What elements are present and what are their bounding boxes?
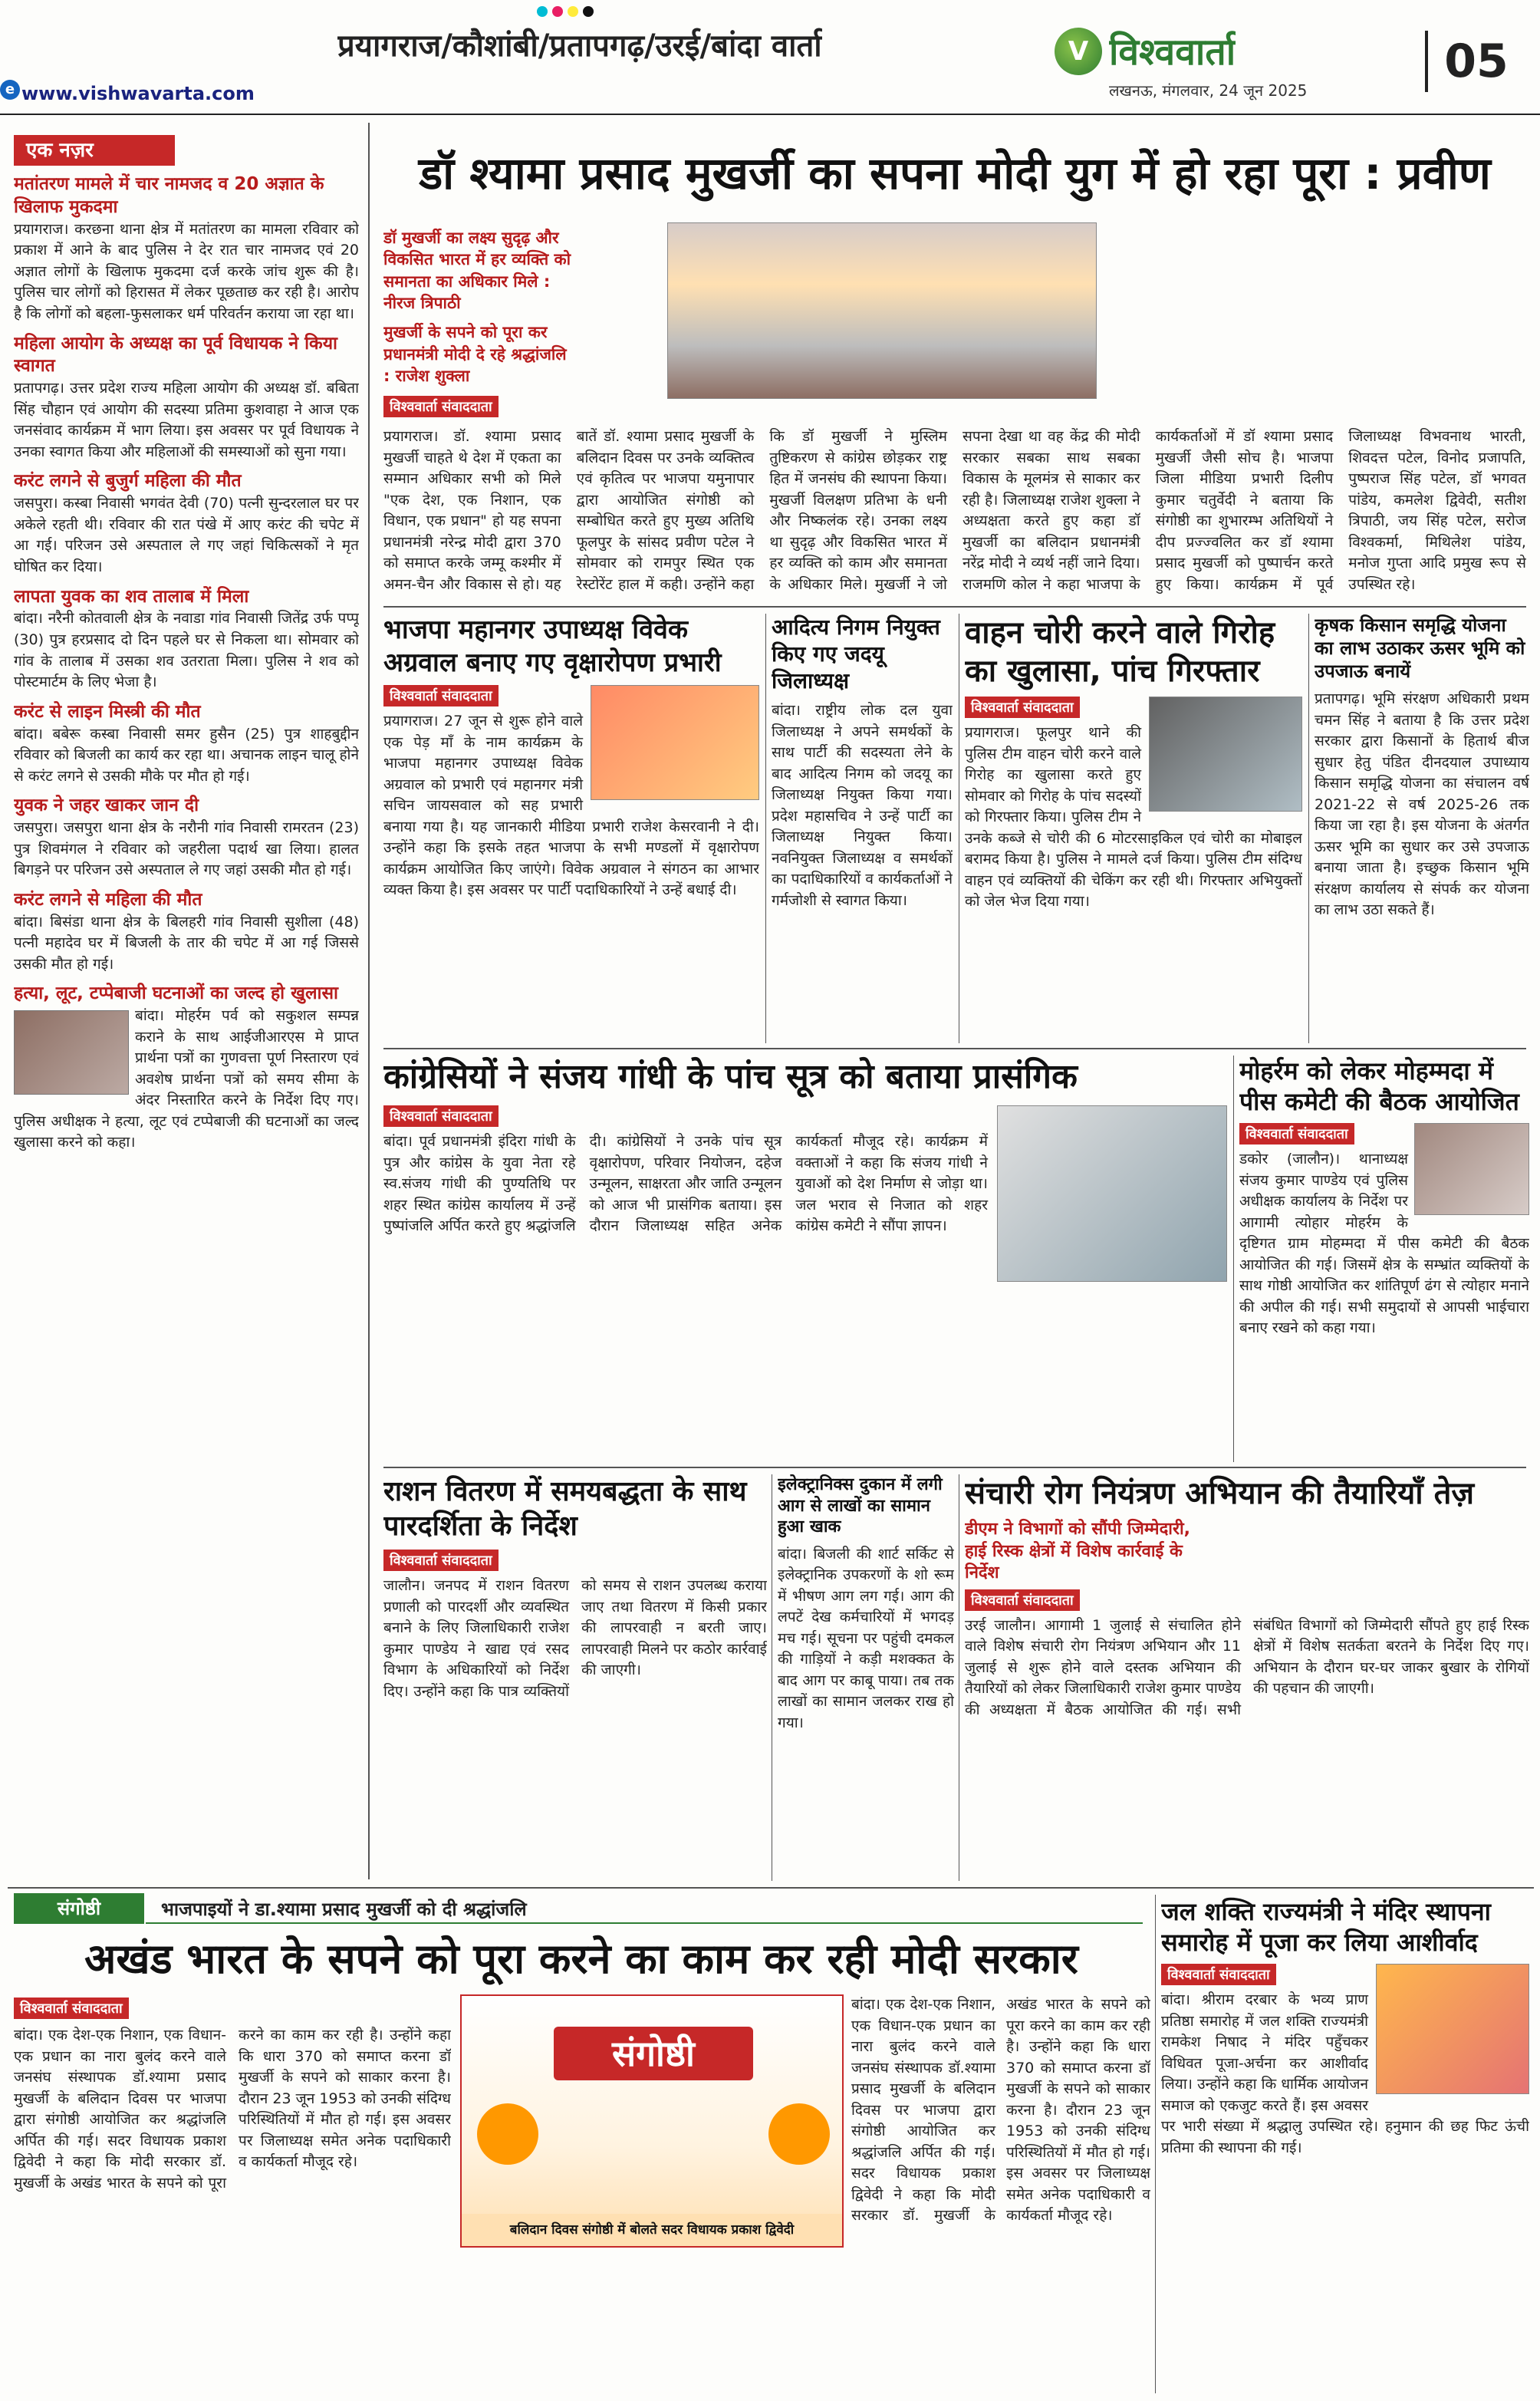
story-headline: इलेक्ट्रानिक्स दुकान में लगी आग से लाखों का सामान हुआ खाक — [778, 1475, 943, 1536]
story-sanchari — [965, 1474, 1529, 1881]
story-byline: विश्ववार्ता संवाददाता — [383, 1550, 499, 1571]
story-body: डकोर (जालौन)। थानाध्यक्ष संजय कुमार पाण्डेय एवं पुलिस अधीक्षक कार्यालय के निर्देश पर आगामी त्योहार मोहर्रम के दृष्टिगत ग्राम मोहम्मदा में पीस कमेटी की बैठक आयोजित की गई। जिसमें क्षेत्र के सम्भ्रांत व्यक्तियों के साथ गोष्ठी आयोजित कर शांतिपूर्ण ढंग से त्योहार मनाने की अपील की गई। सभी समुदायों से आपसी भाईचारा बनाए रखने को कहा गया। — [1239, 1151, 1529, 1337]
brief-headline: करंट से लाइन मिस्त्री की मौत — [14, 701, 201, 722]
browser-e-icon: e — [0, 80, 20, 100]
brief-headline: हत्या, लूट, टप्पेबाजी घटनाओं का जल्द हो खुलासा — [14, 983, 339, 1004]
section-title: प्रयागराज/कौशांबी/प्रतापगढ़/उरई/बांदा वार्ता — [337, 28, 822, 64]
brief-item — [14, 586, 359, 693]
story-headline: राशन वितरण में समयबद्धता के साथ पारदर्शिता के निर्देश — [383, 1476, 747, 1542]
page-number: 05 — [1425, 31, 1525, 92]
story-byline: विश्ववार्ता संवाददाता — [1239, 1123, 1354, 1145]
story-body: प्रयागराज। फूलपुर थाने की पुलिस टीम वाहन चोरी करने वाले गिरोह का खुलासा करते हुए सोमवार को गिरोह के पांच सदस्यों को गिरफ्तार किया। पुलिस टीम ने उनके कब्जे से चोरी की 6 मोटरसाइकिल एवं चोरी का मोबाइल बरामद किया है। पुलिस ने मामले दर्ज किया। पुलिस टीम संदिग्ध वाहन एवं व्यक्तियों की चेकिंग कर रही थी। गिरफ्तार अभियुक्तों को जेल भेज दिया गया। — [965, 724, 1302, 911]
brief-headline: महिला आयोग के अध्यक्ष का पूर्व विधायक ने किया स्वागत — [14, 333, 338, 377]
lead-quote: डॉ मुखर्जी का लक्ष्य सुदृढ़ और विकसित भारत में हर व्यक्ति को समानता का अधिकार मिले : नीरज त्रिपाठी — [383, 229, 571, 313]
speaker-portrait-icon — [768, 2103, 830, 2165]
vishwavarta-logo-icon: V — [1055, 28, 1102, 75]
banner-title: संगोष्ठी — [554, 2027, 753, 2080]
logo-text: विश्ववार्ता — [1109, 31, 1236, 74]
brief-body: प्रतापगढ़। उत्तर प्रदेश राज्य महिला आयोग की अध्यक्ष डॉ. बबिता सिंह चौहान एवं आयोग की सदस्या प्रतिमा कुशवाहा ने आज एक जनसंवाद कार्यक्रम में भाग लिया। इस अवसर पर पूर्व विधायक ने उनका स्वागत किया और महिलाओं की समस्याओं को सुना गया। — [14, 380, 359, 460]
story-body: प्रतापगढ़। भूमि संरक्षण अधिकारी प्रथम चमन सिंह ने बताया है कि उत्तर प्रदेश सरकार द्वारा किसानों के हितार्थ बीज सुधार हेतु पंडित दीनदयाल उपाध्याय किसान समृद्धि योजना का संचालन वर्ष 2021-22 से वर्ष 2025-26 तक किया जा रहा है। इस योजना के अंतर्गत ऊसर भूमि का सुधार कर उसे उपजाऊ बनाया जाता है। इच्छुक किसान भूमि संरक्षण कार्यालय से संपर्क कर योजना का लाभ उठा सकते हैं। — [1315, 690, 1529, 919]
sangoshthi-tag: संगोष्ठी — [14, 1893, 144, 1924]
brief-item — [14, 889, 359, 976]
brief-item — [14, 795, 359, 881]
story-body: बांदा। श्रीराम दरबार के भव्य प्राण प्रतिष्ठा समारोह में जल शक्ति राज्यमंत्री रामकेश निषाद ने मंदिर पहुँचकर विधिवत पूजा-अर्चना कर आशीर्वाद लिया। उन्होंने कहा कि धार्मिक आयोजन समाज को एकजुट करते हैं। इस अवसर पर भारी संख्या में श्रद्धालु उपस्थित रहे। हनुमान की छह फिट ऊंची प्रतिमा की स्थापना की गई। — [1161, 1991, 1529, 2156]
website-link[interactable]: www.vishwavarta.com — [21, 83, 255, 104]
story-headline: कांग्रेसियों ने संजय गांधी के पांच सूत्र को बताया प्रासंगिक — [383, 1057, 1078, 1096]
brief-headline: युवक ने जहर खाकर जान दी — [14, 795, 199, 816]
brief-item — [14, 701, 359, 788]
story-congress — [383, 1056, 1227, 1462]
story-byline: विश्ववार्ता संवाददाता — [383, 1105, 499, 1127]
story-headline: संचारी रोग नियंत्रण अभियान की तैयारियाँ तेज़ — [965, 1476, 1475, 1511]
speaker-portrait-icon — [477, 2103, 538, 2165]
story-body: प्रयागराज। 27 जून से शुरू होने वाले एक पेड़ माँ के नाम कार्यक्रम के भाजपा महानगर उपाध्यक्ष विवेक अग्रवाल को प्रभारी एवं महानगर मंत्री सचिन जायसवाल को सह प्रभारी बनाया गया है। यह जानकारी मीडिया प्रभारी राजेश केसरवानी ने दी। उन्होंने कहा कि इसके तहत भाजपा के सभी मण्डलों में वृक्षारोपण कार्यक्रम आयोजित किए जाएंगे। विवेक अग्रवाल ने संगठन का आभार व्यक्त किया है। इस अवसर पर पार्टी पदाधिकारियों ने उन्हें बधाई दी। — [383, 713, 759, 899]
congress-tribute-photo — [997, 1105, 1227, 1282]
seized-bikes-photo — [1149, 697, 1302, 812]
story-headline: कृषक किसान समृद्धि योजना का लाभ उठाकर ऊसर भूमि को उपजाऊ बनायें — [1315, 614, 1525, 682]
brief-headline: करंट लगने से बुजुर्ग महिला की मौत — [14, 471, 242, 492]
seminar-byline: विश्ववार्ता संवाददाता — [14, 1998, 129, 2019]
story-headline: वाहन चोरी करने वाले गिरोह का खुलासा, पांच गिरफ्तार — [965, 615, 1275, 689]
lead-byline: विश्ववार्ता संवाददाता — [383, 396, 499, 417]
brief-headline: लापता युवक का शव तालाब में मिला — [14, 586, 249, 607]
seminar-body-left: बांदा। एक देश-एक निशान, एक विधान-एक प्रधान का नारा बुलंद करने वाले जनसंघ संस्थापक डॉ.श्यामा प्रसाद मुखर्जी के बलिदान दिवस पर भाजपा द्वारा संगोष्ठी आयोजित कर श्रद्धांजलि अर्पित की गई। सदर विधायक प्रकाश द्विवेदी ने कहा कि मोदी सरकार डॉ. मुखर्जी के अखंड भारत के सपने को पूरा करने का काम कर रही है। उन्होंने कहा कि धारा 370 को समाप्त करना डॉ मुखर्जी के सपने को साकार करना है। दौरान 23 जून 1953 को उनकी संदिग्ध परिस्थितियों में मौत हो गई। इस अवसर पर जिलाध्यक्ष समेत अनेक पदाधिकारी व कार्यकर्ता मौजूद रहे। — [14, 2027, 451, 2192]
story-byline: विश्ववार्ता संवाददाता — [965, 1589, 1080, 1611]
brief-headline: मतांतरण मामले में चार नामजद व 20 अज्ञात के खिलाफ मुकदमा — [14, 174, 324, 217]
story-body: बांदा। बिजली की शार्ट सर्किट से इलेक्ट्रानिक उपकरणों के शो रूम में भीषण आग लग गई। आग की लपटें देख कर्मचारियों में भगदड़ मच गई। सूचना पर पहुंची दमकल की गाड़ियों ने कड़ी मशक्कत के बाद आग पर काबू पाया। तब तक लाखों का सामान जलकर राख हो गया। — [778, 1545, 954, 1731]
lead-quotes — [383, 227, 575, 388]
brief-item — [14, 173, 359, 325]
brief-headline: करंट लगने से महिला की मौत — [14, 889, 202, 910]
lead-byline-box — [383, 396, 660, 427]
story-jal-shakti — [1161, 1896, 1529, 2393]
seminar-headline: अखंड भारत के सपने को पूरा करने का काम कर रही मोदी सरकार — [84, 1935, 1078, 1983]
brief-item — [14, 470, 359, 578]
seminar-byline-box — [14, 1998, 244, 2024]
brief-item — [14, 983, 359, 1154]
ek-nazar-tag: एक नज़र — [14, 135, 175, 166]
brief-body: जसपुरा। जसपुरा थाना क्षेत्र के नरौनी गांव निवासी रामरतन (23) पुत्र शिवमंगल ने रविवार को जहरीला पदार्थ खा लिया। हालत बिगड़ने पर परिजन उसे अस्पताल ले गए जहां उसकी मौत हो गई। — [14, 819, 359, 879]
seminar-stage-photo — [667, 222, 1097, 399]
brief-body: प्रयागराज। करछना थाना क्षेत्र में मतांतरण का मामला रविवार को प्रकाश में आने के बाद पुलिस ने देर रात चार नामजद एवं 20 अज्ञात लोगों के खिलाफ मुकदमा दर्ज करके जांच शुरू की है। पुलिस चार लोगों को हिरासत में लेकर पूछताछ कर रही है। आरोप है कि लोगों को बहला-फुसलाकर धर्म परिवर्तन कराया जा रहा था। — [14, 220, 359, 322]
brief-body: बांदा। नरैनी कोतवाली क्षेत्र के नवाडा गांव निवासी जितेंद्र उर्फ पप्पू (30) पुत्र हरप्रसाद दो दिन पहले घर से निकला था। सोमवार को गांव के तालाब में उसका शव उतराता मिला। पुलिस ने शव को पोस्टमार्टम के लिए भेजा है। — [14, 610, 359, 691]
story-headline: भाजपा महानगर उपाध्यक्ष विवेक अग्रवाल बनाए गए वृक्षारोपण प्रभारी — [383, 614, 722, 678]
brief-body: बांदा। मोहर्रम पर्व को सकुशल सम्पन्न कराने के साथ आईजीआरएस मे प्राप्त प्रार्थना पत्रों का गुणवत्ता पूर्ण निस्तारण एवं अवशेष प्रार्थना पत्रों को समय सीमा के अंदर निस्तारित करने के निर्देश दिए गए। पुलिस अधीक्षक ने हत्या, लूट एवं टप्पेबाजी की घटनाओं का जल्द खुलासा करने को कहा। — [14, 1007, 359, 1151]
story-ration — [383, 1474, 767, 1881]
vivek-photo — [591, 685, 759, 800]
story-body: उरई जालौन। आगामी 1 जुलाई से संचालित होने वाले विशेष संचारी रोग नियंत्रण अभियान और 11 जुलाई से शुरू होने वाले दस्तक अभियान की तैयारियों को लेकर जिलाधिकारी राजेश कुमार पाण्डेय की अध्यक्षता में बैठक आयोजित की गई। सभी संबंधित विभागों को जिम्मेदारी सौंपते हुए हाई रिस्क क्षेत्रों में विशेष सतर्कता बरतने के निर्देश दिए गए। अभियान के दौरान घर-घर जाकर बुखार के रोगियों की पहचान की जाएगी। — [965, 1616, 1529, 1718]
banner-caption: बलिदान दिवस संगोष्ठी में बोलते सदर विधायक प्रकाश द्विवेदी — [462, 2214, 842, 2246]
story-headline: जल शक्ति राज्यमंत्री ने मंदिर स्थापना समारोह में पूजा कर लिया आशीर्वाद — [1161, 1897, 1491, 1957]
story-headline: आदित्य निगम नियुक्त किए गए जदयू जिलाध्यक्ष — [772, 614, 940, 693]
lead-quote: मुखर्जी के सपने को पूरा कर प्रधानमंत्री मोदी दे रहे श्रद्धांजलि : राजेश शुक्ला — [383, 323, 567, 386]
lead-headline: डॉ श्यामा प्रसाद मुखर्जी का सपना मोदी युग में हो रहा पूरा : प्रवीण — [419, 147, 1491, 199]
temple-ceremony-photo — [1376, 1964, 1529, 2094]
story-byline: विश्ववार्ता संवाददाता — [383, 685, 499, 706]
header-date: लखनऊ, मंगलवार, 24 जून 2025 — [1109, 81, 1308, 100]
story-aditya — [772, 614, 953, 1043]
brief-body: जसपुरा। कस्बा निवासी भगवंत देवी (70) पत्नी सुन्दरलाल घर पर अकेले रहती थी। रविवार की रात पंखे में आए करंट की चपेट में आ गई। परिजन उसे अस्पताल ले गए जहां चिकित्सकों ने मृत घोषित कर दिया। — [14, 495, 359, 576]
story-body: बांदा। राष्ट्रीय लोक दल युवा जिलाध्यक्ष ने अपने समर्थकों के साथ पार्टी की सदस्यता लेने के बाद आदित्य निगम को जदयू का जिलाध्यक्ष नियुक्त किया गया। प्रदेश महासचिव ने उन्हें पार्टी का जिलाध्यक्ष नियुक्त किया। नवनियुक्त जिलाध्यक्ष व समर्थकों का पदाधिकारियों व कार्यकर्ताओं ने गर्मजोशी से स्वागत किया। — [772, 702, 953, 909]
lead-body: प्रयागराज। डॉ. श्यामा प्रसाद मुखर्जी चाहते थे देश में एकता का सम्मान अधिकार सभी को मिले "एक देश, एक निशान, एक विधान, एक प्रधान" हो यह सपना प्रधानमंत्री नरेन्द्र मोदी द्वारा 370 को समाप्त करके जम्मू कश्मीर में अमन-चैन और विकास से हो। यह बातें डॉ. श्यामा प्रसाद मुखर्जी के बलिदान दिवस पर उनके व्यक्तित्व एवं कृतित्व पर भाजपा यमुनापार द्वारा आयोजित संगोष्ठी को सम्बोधित करते हुए मुख्य अतिथि फूलपुर के सांसद प्रवीण पटेल ने सोमवार को रामपुर स्थित एक रेस्टोरेंट हाल में कही। उन्होंने कहा कि डॉ मुखर्जी ने मुस्लिम तुष्टिकरण से कांग्रेस छोड़कर राष्ट्र हित में जनसंघ की स्थापना किया। मुखर्जी विलक्षण प्रतिभा के धनी और निष्कलंक रहे। उनका लक्ष्य था सुदृढ़ और विकसित भारत में हर व्यक्ति को काम और समानता के अधिकार मिले। मुखर्जी ने जो सपना देखा था वह केंद्र की मोदी सरकार सबका साथ सबका विकास के मूलमंत्र से साकार कर रही है। जिलाध्यक्ष राजेश शुक्ला ने अध्यक्षता करते हुए कहा डॉ मुखर्जी का बलिदान प्रधानमंत्री नरेंद्र मोदी ने व्यर्थ नहीं जाने दिया। राजमणि कोल ने कहा भाजपा के कार्यकर्ताओं में डॉ श्यामा प्रसाद मुखर्जी जैसी सोच है। भाजपा जिला मीडिया प्रभारी दिलीप कुमार चतुर्वेदी ने बताया कि संगोष्ठी का शुभारम्भ अतिथियों ने दीप प्रज्ज्वलित कर डॉ श्यामा प्रसाद मुखर्जी को पुष्पार्चन करते हुए किया। कार्यक्रम में पूर्व जिलाध्यक्ष विभवनाथ भारती, शिवदत्त पटेल, विनोद प्रजापति, पुष्पराज सिंह पटेल, डॉ भगवत पांडेय, कमलेश द्विवेदी, सतीश त्रिपाठी, जय सिंह पटेल, सरोज विश्वकर्मा, मिथिलेश पांडेय, मनोज गुप्ता आदि प्रमुख रूप से उपस्थित रहे। — [383, 428, 1526, 593]
story-headline: मोहर्रम को लेकर मोहम्मदा में पीस कमेटी की बैठक आयोजित — [1239, 1056, 1519, 1116]
story-body: जालौन। जनपद में राशन वितरण प्रणाली को पारदर्शी और व्यवस्थित बनाने के लिए जिलाधिकारी राजेश कुमार पाण्डेय ने खाद्य एवं रसद विभाग के अधिकारियों को निर्देश दिए। उन्होंने कहा कि पात्र व्यक्तियों को समय से राशन उपलब्ध कराया जाए तथा वितरण में किसी प्रकार की लापरवाही न बरती जाए। लापरवाही मिलने पर कठोर कार्रवाई की जाएगी। — [383, 1577, 767, 1700]
story-vivek — [383, 614, 759, 1043]
story-subhead: डीएम ने विभागों को सौंपी जिम्मेदारी, हाई रिस्क क्षेत्रों में विशेष कार्रवाई के निर्देश — [965, 1520, 1191, 1583]
story-krishak — [1315, 614, 1529, 1043]
peace-committee-photo — [1414, 1123, 1529, 1215]
police-meeting-photo — [14, 1010, 129, 1095]
seminar-kicker: भाजपाइयों ने डा.श्यामा प्रसाद मुखर्जी को दी श्रद्धांजलि — [161, 1899, 527, 1920]
brief-item — [14, 333, 359, 463]
seminar-body-right: बांदा। एक देश-एक निशान, एक विधान-एक प्रधान का नारा बुलंद करने वाले जनसंघ संस्थापक डॉ.श्यामा प्रसाद मुखर्जी के बलिदान दिवस पर भाजपा द्वारा संगोष्ठी आयोजित कर श्रद्धांजलि अर्पित की गई। सदर विधायक प्रकाश द्विवेदी ने कहा कि मोदी सरकार डॉ. मुखर्जी के अखंड भारत के सपने को पूरा करने का काम कर रही है। उन्होंने कहा कि धारा 370 को समाप्त करना डॉ मुखर्जी के सपने को साकार करना है। दौरान 23 जून 1953 को उनकी संदिग्ध परिस्थितियों में मौत हो गई। इस अवसर पर जिलाध्यक्ष समेत अनेक पदाधिकारी व कार्यकर्ता मौजूद रहे। — [851, 1996, 1150, 2225]
story-vahan — [965, 614, 1302, 1043]
story-muharram — [1239, 1056, 1529, 1462]
story-byline: विश्ववार्ता संवाददाता — [1161, 1964, 1276, 1985]
story-body: बांदा। पूर्व प्रधानमंत्री इंदिरा गांधी के पुत्र और कांग्रेस के युवा नेता रहे स्व.संजय गांधी की पुण्यतिथि पर शहर स्थित कांग्रेस कार्यालय में उन्हें पुष्पांजलि अर्पित करते हुए श्रद्धांजलि दी। कांग्रेसियों ने उनके पांच सूत्र वृक्षारोपण, परिवार नियोजन, दहेज उन्मूलन, साक्षरता और जाति उन्मूलन को आज भी प्रासंगिक बताया। इस दौरान जिलाध्यक्ष सहित अनेक कार्यकर्ता मौजूद रहे। कार्यक्रम में वक्ताओं ने कहा कि संजय गांधी ने युवाओं को देश निर्माण से जोड़ा था। जल भराव से निजात को शहर कांग्रेस कमेटी ने सौंपा ज्ञापन। — [383, 1133, 988, 1235]
story-fire — [778, 1474, 954, 1881]
seminar-banner-photo — [460, 1994, 844, 2248]
brief-news-column — [14, 173, 359, 1881]
brief-body: बांदा। बबेरू कस्बा निवासी समर हुसैन (25) पुत्र शाहबुद्दीन रविवार को बिजली का कार्य कर रहा था। अचानक लाइन चालू होने से करंट लगने से उसकी मौके पर मौत हो गई। — [14, 725, 359, 785]
story-byline: विश्ववार्ता संवाददाता — [965, 697, 1080, 718]
brief-body: बांदा। बिसंडा थाना क्षेत्र के बिलहरी गांव निवासी सुशीला (48) पत्नी महादेव घर में बिजली के तार की चपेट में आ गई जिससे उसकी मौत हो गई। — [14, 913, 359, 973]
